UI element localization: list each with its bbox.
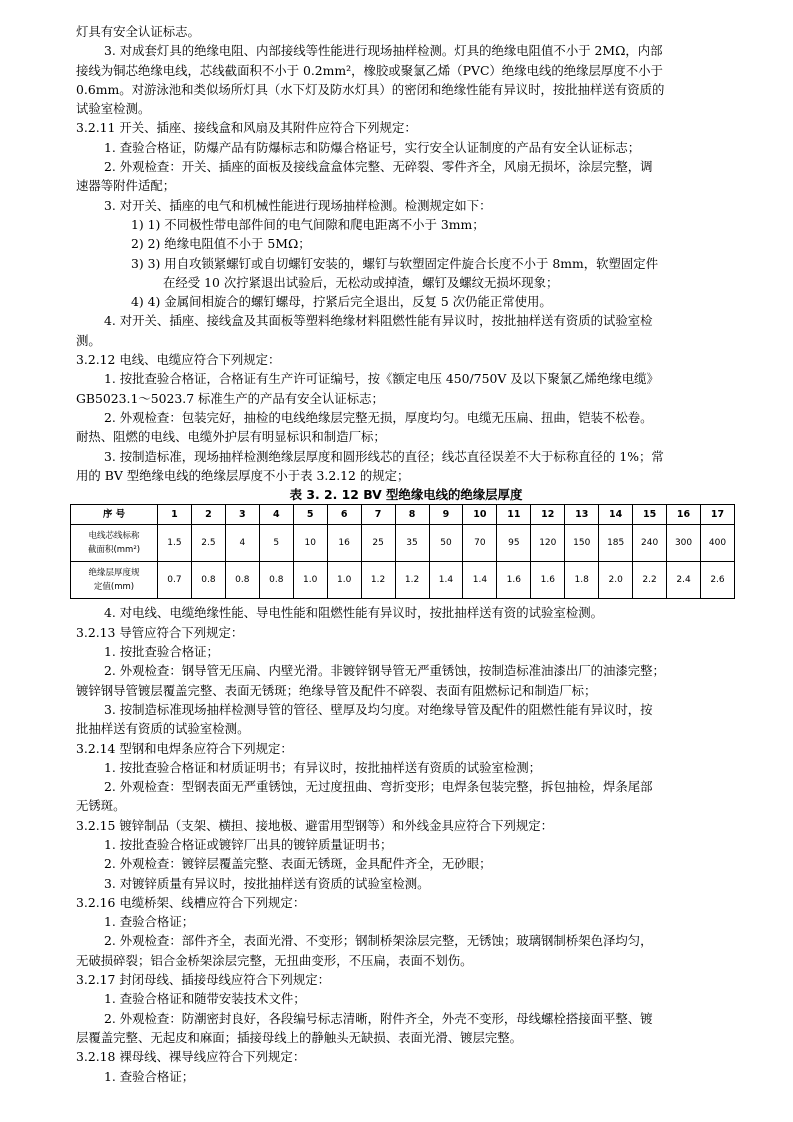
text-line: 2. 外观检查：防潮密封良好，各段编号标志清晰，附件齐全，外壳不变形，母线螺栓搭接面平整、镀 xyxy=(104,1010,653,1026)
text-line: 试验室检测。 xyxy=(76,101,151,117)
text-line: 在经受 10 次拧紧退出试验后，无松动或掉渣，螺钉及螺纹无损坏现象； xyxy=(163,274,559,290)
table-cell: 9 xyxy=(429,505,463,525)
table-row-cross-section xyxy=(71,525,735,562)
table-cell: 1.5 xyxy=(158,525,192,562)
text-line: 1. 按批查验合格证； xyxy=(104,644,219,660)
row-label-line: 截面积(mm²) xyxy=(87,545,141,556)
table-cell: 4 xyxy=(225,525,259,562)
text-line: 3.2.14 型钢和电焊条应符合下列规定： xyxy=(76,740,293,756)
document-page xyxy=(76,22,736,1086)
table-cell: 1.6 xyxy=(531,562,565,599)
text-line: 层覆盖完整、无起皮和麻面；插接母线上的静触头无缺损、表面光滑、镀层完整。 xyxy=(76,1029,523,1045)
text-line: 镀锌钢导管镀层覆盖完整、表面无锈斑；绝缘导管及配件不碎裂、表面有阻燃标记和制造厂标； xyxy=(76,682,597,698)
text-line: 测。 xyxy=(76,332,101,348)
text-line: 4. 对电线、电缆绝缘性能、导电性能和阻燃性能有异议时，按批抽样送有资的试验室检测。 xyxy=(104,605,603,621)
text-block-bottom xyxy=(76,603,736,1085)
table-cell: 1.0 xyxy=(327,562,361,599)
table-cell: 1.8 xyxy=(565,562,599,599)
row-label-line: 绝缘层厚度规 xyxy=(88,568,140,579)
text-line: 2. 外观检查：镀锌层覆盖完整、表面无锈斑，金具配件齐全，无砂眼； xyxy=(104,856,492,872)
text-line: 耐热、阻燃的电线、电缆外护层有明显标识和制造厂标； xyxy=(76,429,386,445)
table-cell: 0.7 xyxy=(158,562,192,599)
text-line: 无锈斑。 xyxy=(76,798,126,814)
table-cell: 17 xyxy=(701,505,735,525)
table-cell: 25 xyxy=(361,525,395,562)
table-cell: 1.2 xyxy=(361,562,395,599)
table-cell: 1.2 xyxy=(395,562,429,599)
table-header-row xyxy=(71,505,735,525)
table-cell: 0.8 xyxy=(191,562,225,599)
table-cell: 6 xyxy=(327,505,361,525)
table-cell: 240 xyxy=(633,525,667,562)
text-line: 3.2.12 电线、电缆应符合下列规定： xyxy=(76,352,281,368)
header-label-cell: 序 号 xyxy=(71,505,158,525)
table-cell: 70 xyxy=(463,525,497,562)
table-cell: 1.0 xyxy=(293,562,327,599)
row-label-cross-section xyxy=(71,525,158,562)
table-title: 表 3. 2. 12 BV 型绝缘电线的绝缘层厚度 xyxy=(289,487,523,503)
text-block-top xyxy=(76,22,736,485)
text-line: 2. 外观检查：部件齐全，表面光滑、不变形；钢制桥架涂层完整，无锈蚀；玻璃钢制桥架色泽均匀， xyxy=(104,933,653,949)
text-line: 3.2.13 导管应符合下列规定： xyxy=(76,624,244,640)
text-line: 接线为铜芯绝缘电线，芯线截面积不小于 0.2mm²，橡胶或聚氯乙烯（PVC）绝缘电线的绝缘层厚度不小于 xyxy=(76,62,663,78)
table-row-thickness xyxy=(71,562,735,599)
table-cell: 14 xyxy=(599,505,633,525)
row-label-line: 电线芯线标称 xyxy=(88,531,140,542)
table-cell: 2 xyxy=(191,505,225,525)
text-line: 3. 按制造标准现场抽样检测导管的管径、壁厚及均匀度。对绝缘导管及配件的阻燃性能有异议时，按 xyxy=(104,701,653,717)
table-cell: 4 xyxy=(259,505,293,525)
table-cell: 2.6 xyxy=(701,562,735,599)
text-line: 1) 1) 不同极性带电部件间的电气间隙和爬电距离不小于 3mm； xyxy=(131,216,485,232)
text-line: 3.2.15 镀锌制品（支架、横担、接地极、避雷用型钢等）和外线金具应符合下列规定： xyxy=(76,817,554,833)
table-cell: 400 xyxy=(701,525,735,562)
table-cell: 2.4 xyxy=(667,562,701,599)
table-cell: 1.4 xyxy=(429,562,463,599)
text-line: 1. 按批查验合格证和材质证明书；有异议时，按批抽样送有资质的试验室检测； xyxy=(104,759,542,775)
text-line: 无破损碎裂；铝合金桥架涂层完整，无扭曲变形，不压扁，表面不划伤。 xyxy=(76,952,473,968)
text-line: 1. 按批查验合格证，合格证有生产许可证编号，按《额定电压 450/750V 及以下聚氯乙烯绝缘电缆》 xyxy=(104,371,659,387)
text-line: 1. 查验合格证； xyxy=(104,1068,195,1084)
table-cell: 2.0 xyxy=(599,562,633,599)
text-line: 3.2.18 裸母线、裸导线应符合下列规定： xyxy=(76,1049,306,1065)
row-label-thickness xyxy=(71,562,158,599)
table-cell: 95 xyxy=(497,525,531,562)
table-cell: 1 xyxy=(158,505,192,525)
text-line: 2) 2) 绝缘电阻值不小于 5MΩ； xyxy=(131,236,311,252)
table-cell: 16 xyxy=(327,525,361,562)
text-line: GB5023.1～5023.7 标准生产的产品有安全认证标志； xyxy=(76,390,384,406)
text-line: 1. 查验合格证，防爆产品有防爆标志和防爆合格证号，实行安全认证制度的产品有安全认证标志； xyxy=(104,139,641,155)
row-label-line: 定值(mm) xyxy=(93,582,135,593)
table-cell: 3 xyxy=(225,505,259,525)
table-cell: 10 xyxy=(293,525,327,562)
table-cell: 120 xyxy=(531,525,565,562)
table-cell: 13 xyxy=(565,505,599,525)
table-cell: 185 xyxy=(599,525,633,562)
table-cell: 50 xyxy=(429,525,463,562)
text-line: 批抽样送有资质的试验室检测。 xyxy=(76,721,250,737)
table-cell: 0.8 xyxy=(259,562,293,599)
text-line: 2. 外观检查：包装完好，抽检的电线绝缘层完整无损，厚度均匀。电缆无压扁、扭曲，铠装不松卷。 xyxy=(104,409,653,425)
table-cell: 150 xyxy=(565,525,599,562)
text-line: 用的 BV 型绝缘电线的绝缘层厚度不小于表 3.2.12 的规定； xyxy=(76,467,410,483)
text-line: 2. 外观检查：钢导管无压扁、内壁光滑。非镀锌钢导管无严重锈蚀，按制造标准油漆出厂的油漆完整； xyxy=(104,663,665,679)
text-line: 3. 按制造标准，现场抽样检测绝缘层厚度和圆形线芯的直径；线芯直径误差不大于标称直径的 1%；常 xyxy=(104,448,664,464)
table-cell: 300 xyxy=(667,525,701,562)
text-line: 1. 按批查验合格证或镀锌厂出具的镀锌质量证明书； xyxy=(104,836,393,852)
text-line: 3. 对开关、插座的电气和机械性能进行现场抽样检测。检测规定如下： xyxy=(104,197,492,213)
text-line: 3.2.11 开关、插座、接线盒和风扇及其附件应符合下列规定： xyxy=(76,120,417,136)
text-line: 4. 对开关、插座、接线盒及其面板等塑料绝缘材料阻燃性能有异议时，按批抽样送有资质的试验室检 xyxy=(104,313,653,329)
text-line: 3) 3) 用自攻锁紧螺钉或自切螺钉安装的，螺钉与软塑固定件旋合长度不小于 8mm，软塑固定件 xyxy=(131,255,659,271)
table-cell: 2.2 xyxy=(633,562,667,599)
table-cell: 1.6 xyxy=(497,562,531,599)
text-line: 3. 对镀锌质量有异议时，按批抽样送有资质的试验室检测。 xyxy=(104,875,430,891)
table-cell: 12 xyxy=(531,505,565,525)
text-line: 0.6mm。对游泳池和类似场所灯具（水下灯及防水灯具）的密闭和绝缘性能有异议时，按批抽样送有资质的 xyxy=(76,81,665,97)
text-line: 2. 外观检查：开关、插座的面板及接线盒盒体完整、无碎裂、零件齐全，风扇无损坏，涂层完整，调 xyxy=(104,159,653,175)
table-cell: 16 xyxy=(667,505,701,525)
table-cell: 7 xyxy=(361,505,395,525)
text-line: 灯具有安全认证标志。 xyxy=(76,24,200,39)
table-cell: 35 xyxy=(395,525,429,562)
table-cell: 10 xyxy=(463,505,497,525)
text-line: 4) 4) 金属间相旋合的螺钉螺母，拧紧后完全退出，反复 5 次仍能正常使用。 xyxy=(131,294,552,310)
text-line: 3. 对成套灯具的绝缘电阻、内部接线等性能进行现场抽样检测。灯具的绝缘电阻值不小于 2MΩ，内部 xyxy=(104,43,663,59)
text-line: 3.2.17 封闭母线、插接母线应符合下列规定： xyxy=(76,972,330,988)
table-cell: 11 xyxy=(497,505,531,525)
text-line: 速器等附件适配； xyxy=(76,178,176,194)
text-line: 3.2.16 电缆桥架、线槽应符合下列规定： xyxy=(76,894,306,910)
text-line: 2. 外观检查：型钢表面无严重锈蚀，无过度扭曲、弯折变形；电焊条包装完整，拆包抽检，焊条尾部 xyxy=(104,779,653,795)
table-cell: 0.8 xyxy=(225,562,259,599)
text-line: 1. 查验合格证和随带安装技术文件； xyxy=(104,991,306,1007)
insulation-thickness-table xyxy=(70,504,735,599)
table-cell: 5 xyxy=(259,525,293,562)
table-cell: 1.4 xyxy=(463,562,497,599)
table-cell: 5 xyxy=(293,505,327,525)
table-cell: 8 xyxy=(395,505,429,525)
text-line: 1. 查验合格证； xyxy=(104,914,195,930)
table-cell: 15 xyxy=(633,505,667,525)
table-cell: 2.5 xyxy=(191,525,225,562)
